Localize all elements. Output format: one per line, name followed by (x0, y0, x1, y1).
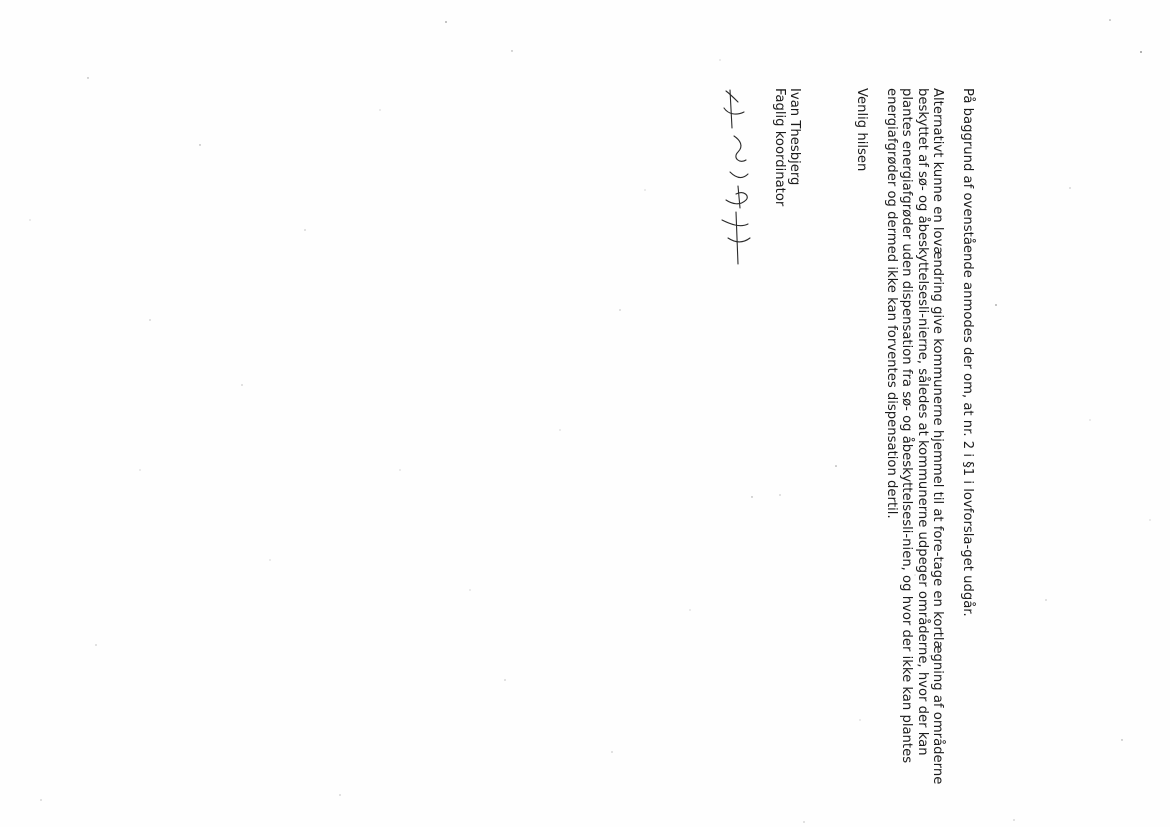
signer-name: Ivan Thesbjerg (786, 88, 802, 186)
handwritten-signature-icon (718, 88, 754, 266)
letter-body (771, 88, 975, 808)
closing-greeting: Venlig hilsen (853, 88, 869, 172)
paragraph-request: På baggrund af ovenstående anmodes der om, at nr. 2 i §1 i lovforsla-get udgår. (960, 88, 975, 617)
signer-title: Faglig koordinator (771, 88, 787, 207)
paragraph-alternative: Alternativt kunne en lovændring give kommunerne hjemmel til at fore-tage en kortlægning af områderne beskyttet af sø- og åbeskyttelsesli-nierne, således at kommunerne udpeger områderne, hvor der kan plantes energiafgrøder uden dispensation fra sø- og åbeskyttelsesli-nien, og hvor der ikke kan plantes energiafgrøder og dermed ikke kan forventes dispensation dertil. (884, 88, 945, 785)
